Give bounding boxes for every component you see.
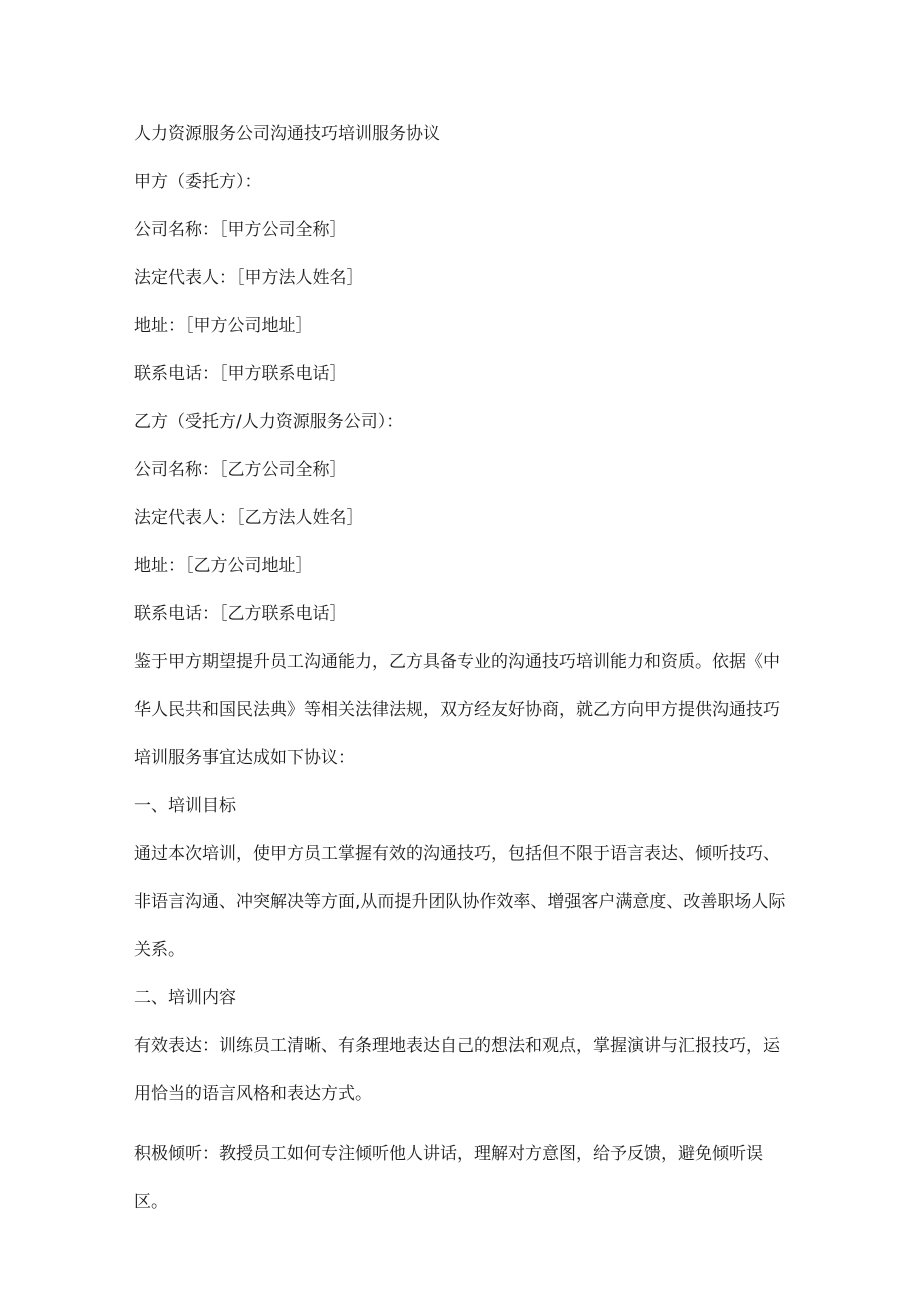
- section-1-body: 通过本次培训，使甲方员工掌握有效的沟通技巧，包括但不限于语言表达、倾听技巧、非语言沟通、冲突解决等方面,从而提升团队协作效率、增强客户满意度、改善职场人际关系。: [134, 844, 786, 960]
- party-a-address: 地址：［甲方公司地址］: [134, 316, 313, 336]
- party-b-address: 地址：［乙方公司地址］: [134, 556, 313, 576]
- party-b-phone: 联系电话：［乙方联系电话］: [134, 604, 347, 624]
- party-a-phone: 联系电话：［甲方联系电话］: [134, 364, 347, 384]
- party-a-block: [134, 170, 794, 386]
- party-a-company-name: 公司名称：［甲方公司全称］: [134, 220, 347, 240]
- party-b-heading: 乙方（受托方/人力资源服务公司）：: [134, 412, 404, 432]
- section-1-heading: 一、培训目标: [134, 796, 236, 816]
- section-2-item-1-block: [134, 1022, 794, 1118]
- preamble-block: [134, 638, 794, 782]
- document-title: 人力资源服务公司沟通技巧培训服务协议: [134, 124, 440, 144]
- party-a-heading: 甲方（委托方）：: [134, 172, 262, 192]
- section-2-heading: 二、培训内容: [134, 988, 236, 1008]
- section-2-item-2-block: [134, 1130, 794, 1226]
- section-1-body-block: [134, 830, 794, 974]
- section-2-item-2: 积极倾听：教授员工如何专注倾听他人讲话，理解对方意图，给予反馈，避免倾听误区。: [134, 1144, 763, 1212]
- party-b-legal-rep: 法定代表人：［乙方法人姓名］: [134, 508, 364, 528]
- party-b-company-name: 公司名称：［乙方公司全称］: [134, 460, 347, 480]
- party-b-block: [134, 410, 794, 626]
- preamble-paragraph: 鉴于甲方期望提升员工沟通能力，乙方具备专业的沟通技巧培训能力和资质。依据《中华人民共和国民法典》等相关法律法规，双方经友好协商，就乙方向甲方提供沟通技巧培训服务事宜达成如下协议：: [134, 652, 780, 768]
- section-2-item-1: 有效表达：训练员工清晰、有条理地表达自己的想法和观点，掌握演讲与汇报技巧，运用恰当的语言风格和表达方式。: [134, 1036, 780, 1104]
- document-body: [134, 122, 794, 1238]
- party-a-legal-rep: 法定代表人：［甲方法人姓名］: [134, 268, 364, 288]
